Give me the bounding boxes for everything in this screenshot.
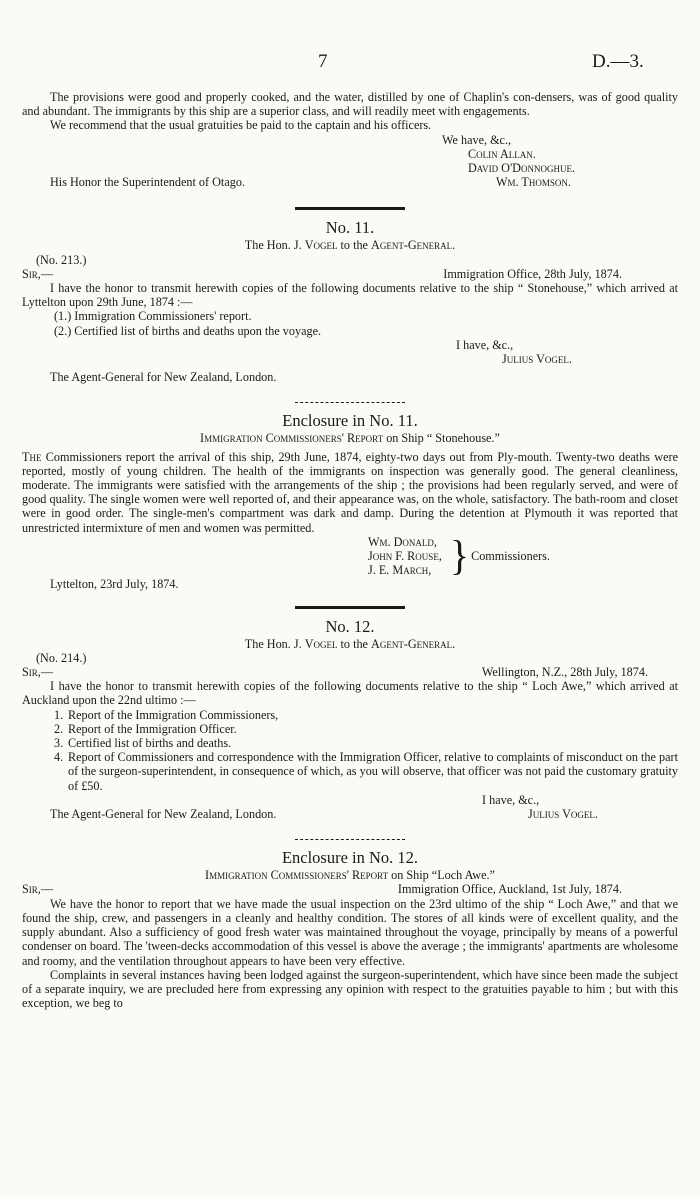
encl11-role: Commissioners. [471, 549, 550, 564]
encl11-signer: John F. Rouse, [368, 549, 442, 564]
no11-addressee: The Agent-General for New Zealand, London. [50, 370, 277, 385]
encl12-subtitle-caps: Immigration Commissioners' Report [205, 868, 389, 883]
no12-list-num: 4. [54, 750, 64, 765]
section-divider-dashed [295, 402, 405, 403]
no11-closing: I have, &c., [456, 337, 514, 352]
section-divider [295, 207, 405, 210]
no12-subtitle [22, 637, 678, 651]
no11-title: No. 11. [325, 218, 375, 238]
encl12-salutation: Sir,— [22, 882, 54, 897]
no12-list-text: Report of the Immigration Commissioners, [68, 707, 279, 722]
section-divider-dashed [295, 839, 405, 840]
encl11-title: Enclosure in No. 11. [282, 411, 418, 431]
no11-list [22, 309, 678, 337]
no12-subtitle-recipient: Agent-General. [371, 636, 456, 651]
no12-signer: Julius Vogel. [528, 807, 598, 822]
no12-ref: (No. 214.) [36, 650, 87, 665]
section-divider [295, 606, 405, 609]
no11-list-item: (2.) Certified list of births and deaths upon the voyage. [54, 323, 322, 338]
encl11-signer: J. E. March, [368, 563, 432, 578]
no12-list-item [54, 708, 678, 722]
encl11-subtitle [22, 431, 678, 445]
no11-subtitle-prefix: The Hon. J. [244, 238, 305, 253]
no12-list-text: Certified list of births and deaths. [68, 736, 232, 751]
no12-list-num: 3. [54, 736, 64, 751]
no11-subtitle [22, 238, 678, 252]
no11-place-date: Immigration Office, 28th July, 1874. [443, 266, 622, 281]
encl11-subtitle-rest: on Ship “ Stonehouse.” [383, 431, 500, 446]
no12-subtitle-name: Vogel [304, 636, 338, 651]
no12-list-item [54, 722, 678, 736]
encl11-place-date: Lyttelton, 23rd July, 1874. [50, 577, 179, 592]
no11-subtitle-mid: to the [337, 238, 372, 253]
no12-closing: I have, &c., [482, 792, 540, 807]
no12-list-num: 1. [54, 707, 64, 722]
no12-salutation: Sir,— [22, 665, 54, 680]
no12-addressee: The Agent-General for New Zealand, London. [50, 807, 277, 822]
no12-title: No. 12. [325, 616, 375, 636]
no11-list-item: (1.) Immigration Commissioners' report. [54, 309, 252, 324]
no12-subtitle-mid: to the [337, 636, 372, 651]
encl11-signature-block [368, 532, 678, 580]
no11-ref: (No. 213.) [36, 252, 87, 267]
page-body [22, 90, 678, 1010]
encl12-subtitle-rest: on Ship “Loch Awe.” [388, 868, 495, 883]
encl11-signer: Wm. Donald, [368, 534, 437, 549]
encl11-paragraph [22, 450, 678, 535]
encl12-paragraph-2: Complaints in several instances having been lodged against the surgeon-superintendent, which have since been made the subject of a separate inquiry, we are precluded here from expressing any opinion with respect to the gratuities payable to him ; but with this exception, we beg to [22, 967, 678, 1011]
no12-list-item [54, 736, 678, 750]
encl11-subtitle-caps: Immigration Commissioners' Report [200, 431, 384, 446]
no11-subtitle-name: Vogel [304, 238, 338, 253]
top-signer-2: David O'Donnoghue. [468, 161, 576, 176]
page-number: 7 [318, 51, 328, 72]
no11-subtitle-recipient: Agent-General. [371, 238, 456, 253]
top-addressee: His Honor the Superintendent of Otago. [50, 175, 245, 190]
top-signer-3: Wm. Thomson. [496, 175, 571, 190]
no12-list-text: Report of the Immigration Officer. [68, 721, 237, 736]
brace-glyph: } [449, 532, 470, 580]
no12-subtitle-prefix: The Hon. J. [244, 636, 305, 651]
no12-list-num: 2. [54, 721, 64, 736]
no12-list-item [54, 750, 678, 793]
top-signer-1: Colin Allan. [468, 146, 536, 161]
no11-salutation: Sir,— [22, 266, 54, 281]
encl12-subtitle [22, 868, 678, 882]
encl11-paragraph-text: Commissioners report the arrival of this ship, 29th June, 1874, eighty-two days out from Ply-mouth. Twenty-two deaths were reported, mostly of young children. The health of the immigrants on inspection was generally good. The general cleanliness, moderate. The immigrants were satisfied with the arrangements of the ship ; the provisions had been regularly served, and were of good quality. The single women were well reported of, and their appearance was, on the whole, satisfactory. The bath-room and closet were in good order. The single-men's compartment was dark and damp. During the detention at Plymouth it was reported that unrestricted intermixture of men and women was permitted. [22, 449, 678, 535]
no12-list [22, 708, 678, 793]
encl12-place-date: Immigration Office, Auckland, 1st July, 1874. [397, 882, 622, 897]
document-reference: D.—3. [592, 51, 644, 72]
no11-paragraph: I have the honor to transmit herewith copies of the following documents relative to the ship “ Stonehouse,” which arrived at Lyttelton upon 29th June, 1874 :— [22, 281, 678, 310]
no11-signer: Julius Vogel. [502, 352, 572, 367]
encl12-paragraph-1: We have the honor to report that we have made the usual inspection on the 23rd ultimo of the ship “ Loch Awe,” and that we found the ship, crew, and passengers in a cleanly and healthy condition. The stores of all kinds were of excellent quality, and the supply abundant. Also a sufficiency of good fresh water was maintained throughout the voyage, principally by means of a powerful condenser on board. The 'tween-decks accommodation of this vessel is above the average ; the immigrants' apartments are wholesome and roomy, and the ventilation throughout appears to have been very effective. [22, 896, 678, 968]
no12-place-date: Wellington, N.Z., 28th July, 1874. [481, 665, 648, 680]
encl11-lead-word: The [22, 449, 42, 464]
no12-list-text: Report of Commissioners and correspondence with the Immigration Officer, relative to complaints of misconduct on the part of the surgeon-superintendent, in consequence of which, as you will observe, that officer was not paid the customary gratuity of £50. [68, 750, 678, 793]
top-closing: We have, &c., [442, 132, 512, 147]
top-paragraph-1: The provisions were good and properly cooked, and the water, distilled by one of Chaplin's con-densers, was of good quality and abundant. The immigrants by this ship are a superior class, and will readily meet with engagements. [22, 90, 678, 119]
encl12-title: Enclosure in No. 12. [281, 848, 419, 868]
no12-paragraph: I have the honor to transmit herewith copies of the following documents relative to the ship “ Loch Awe,” which arrived at Auckland upon the 22nd ultimo :— [22, 679, 678, 708]
top-paragraph-2: We recommend that the usual gratuities be paid to the captain and his officers. [50, 118, 432, 133]
